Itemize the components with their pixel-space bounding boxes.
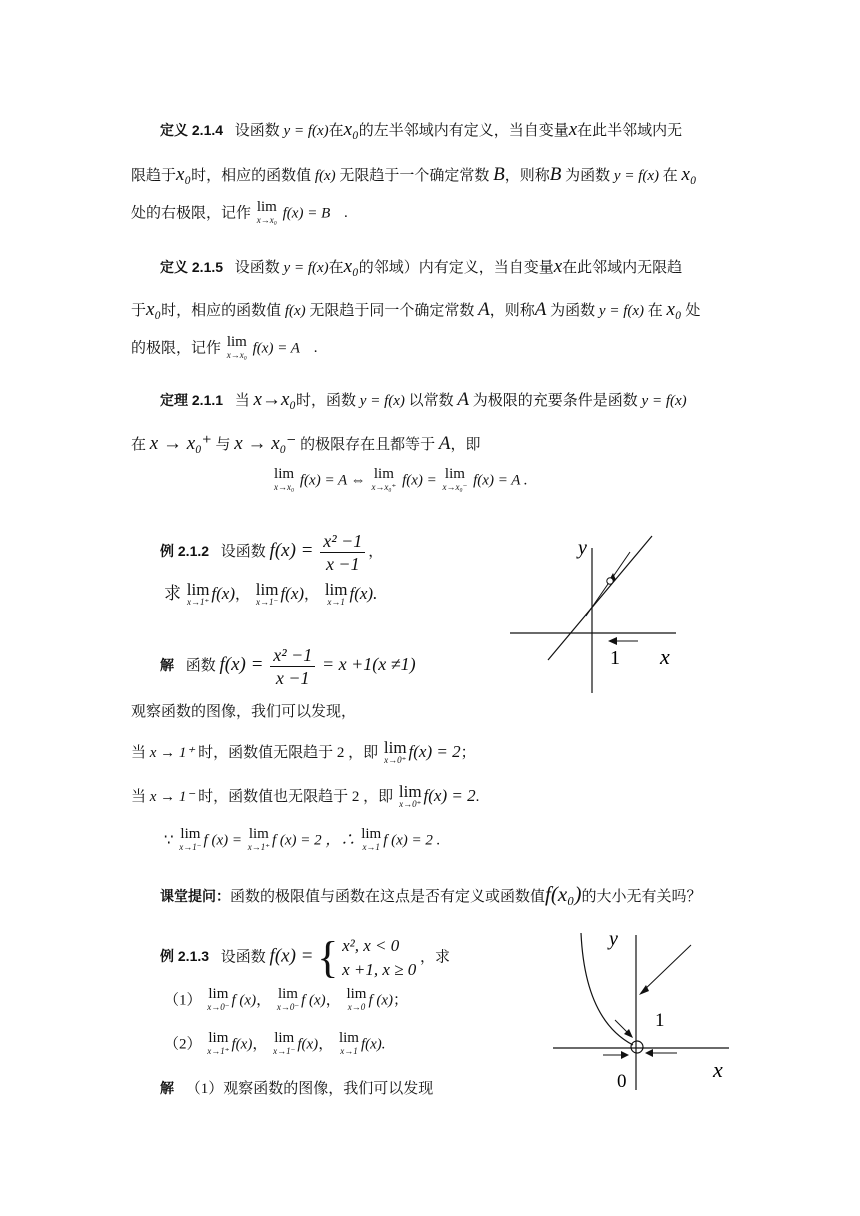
piecewise-brace: { — [317, 933, 339, 982]
solution-label: 解 — [160, 656, 174, 673]
thm-label: 定理 2.1.1 — [160, 392, 224, 408]
x-label: x — [660, 644, 670, 669]
thm-2-1-1-line2: 在 x → x₀⁺ 与 x → x₀⁻ 的极限存在且都等于 A，即 — [131, 433, 481, 454]
def-2-1-5-line2: 于x₀时，相应的函数值 f(x) 无限趋于同一个确定常数 A，则称A 为函数 y = f(x) 在 x₀ 处 — [131, 299, 701, 320]
def-label: 定义 2.1.5 — [160, 259, 224, 275]
ex-2-1-3-part2: （2） lim x→1⁺ f(x)， lim x→1⁻ f(x)， lim x→1 f(x). — [164, 1030, 386, 1056]
def-2-1-4-line2: 限趋于x₀时，相应的函数值 f(x) 无限趋于一个确定常数 B，则称B 为函数 y = f(x) 在 x₀ — [131, 164, 697, 185]
svg-text:0: 0 — [617, 1071, 627, 1092]
arrow-head — [645, 1049, 653, 1057]
ex-2-1-3-stmt: 例 2.1.3 设函数 f(x) = { x², x < 0 x +1, x ≥ 0 ，求 — [160, 933, 451, 982]
def-label: 定义 2.1.4 — [160, 122, 224, 138]
conclusion-line: ∵ lim x→1⁻ f (x) = lim x→1⁺ f (x) = 2 ，∴ lim x→1 f (x) = 2 . — [164, 826, 441, 852]
ex-2-1-2-stmt: 例 2.1.2 设函数 f(x) = $\frac{\text{x² −1}}{x -1}$ ， — [160, 531, 384, 574]
arrow-head — [608, 637, 617, 645]
ex-2-1-3-solution: 解 （1）观察函数的图像，我们可以发现 — [160, 1080, 434, 1097]
case-left-limit: 当 x → 1⁻ 时，函数值也无限趋于 2 ，即 lim x→0⁺ f(x) = 2. — [131, 781, 480, 809]
classroom-question: 课堂提问：函数的极限值与函数在这点是否有定义或函数值f(x₀)的大小无有关吗？ — [160, 882, 702, 906]
solution-label: 解 — [160, 1080, 174, 1096]
svg-text:x: x — [713, 1057, 723, 1082]
parabola-branch — [581, 933, 633, 1045]
limit-expression: lim x→x₀ — [226, 334, 247, 360]
fraction: $\frac{\text{x² −1}}{x -1}$ — [320, 530, 365, 575]
def-2-1-5-line3: 的极限，记作 lim x→x₀ f(x) = A . — [131, 334, 318, 360]
tick-label-1: 1 — [610, 647, 620, 669]
y-label: y — [578, 537, 587, 559]
arrow-head — [621, 1051, 629, 1059]
observation-line: 观察函数的图像，我们可以发现， — [131, 704, 357, 720]
def-2-1-4-line1: 定义 2.1.4 设函数 y = f(x)在x₀的左半邻域内有定义，当自变量x在此半邻域内无 — [160, 119, 683, 140]
svg-text:1: 1 — [655, 1010, 665, 1031]
hole-point — [607, 578, 613, 584]
approach-arrow-upper — [641, 945, 691, 993]
case-right-limit: 当 x → 1⁺ 时，函数值无限趋于 2 ，即 lim x→0⁺ f(x) = 2； — [131, 737, 476, 765]
ex-2-1-3-part1: （1） lim x→0⁻ f (x)， lim x→0⁻ f (x)， lim x→0 f (x)； — [164, 986, 409, 1012]
hole-point — [631, 1041, 643, 1053]
ex-2-1-2-ask: 求 lim x→1⁺ f(x)， lim x→1⁻ f(x)， lim x→1 f(x). — [164, 579, 378, 607]
piecewise-cases: x², x < 0 x +1, x ≥ 0 — [342, 936, 417, 979]
def-2-1-4-line3: 处的右极限，记作 lim x→x₀ f(x) = B . — [131, 199, 348, 225]
def-2-1-5-line1: 定义 2.1.5 设函数 y = f(x)在x₀的邻域）内有定义，当自变量x在此邻域内无限趋 — [160, 256, 683, 277]
example-label: 例 2.1.3 — [160, 948, 210, 965]
graph-example-2-1-3 — [545, 925, 745, 1095]
ex-2-1-2-solution: 解 函数 f(x) = $\frac{\text{x² −1}}{x -1}$ = x +1(x ≠1) — [160, 645, 416, 688]
example-label: 例 2.1.2 — [160, 542, 210, 559]
svg-text:y: y — [609, 928, 618, 950]
graph-example-2-1-2 — [500, 528, 700, 698]
thm-formula: lim x→x₀ f(x) = A ⇔ lim x→x₀⁺ f(x) = lim x→x₀⁻ f(x) = A . — [274, 466, 528, 492]
thm-2-1-1-line1: 定理 2.1.1 当 x→x₀时，函数 y = f(x) 以常数 A 为极限的充要条件是函数 y = f(x) — [160, 389, 687, 410]
limit-expression: lim x→x₀ — [256, 199, 277, 225]
